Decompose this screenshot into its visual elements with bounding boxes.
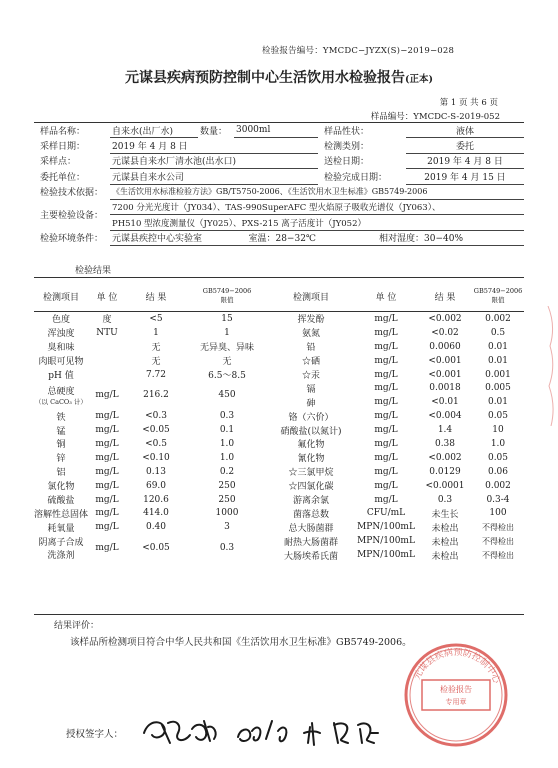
value-basis: 《生活饮用水标准检验方法》GB/T5750-2006、《生活饮用水卫生标准》GB5749-2006 — [110, 184, 524, 199]
cell-result-left: <0.10 — [142, 452, 170, 463]
cell-item-right: ☆汞 — [301, 371, 320, 381]
cell-unit-right: mg/L — [374, 313, 398, 324]
value-equipment-line2: PH510 型浓度测量仪（JY025）、PXS-215 离子活度计（JY052） — [110, 215, 524, 230]
title-suffix: (正本) — [405, 74, 433, 85]
cell-result-right: 1.4 — [437, 425, 453, 436]
cell-result-left: 0.13 — [145, 466, 167, 477]
table-row — [34, 534, 524, 548]
table-row — [34, 312, 524, 326]
cell-result-right: 0.0060 — [429, 341, 461, 352]
table-row — [34, 381, 524, 395]
label-sample-name: 样品名称： — [40, 126, 86, 137]
cell-limit-left: 250 — [218, 494, 236, 505]
cell-item-left: 锌 — [56, 454, 66, 465]
sample-number: 样品编号：YMCDC-S-2019-052 — [370, 112, 500, 122]
cell-limit-left: 15 — [221, 313, 233, 324]
cell-limit-left: 无 — [222, 357, 232, 368]
cell-item-left: 氯化物 — [47, 482, 75, 493]
cell-unit-left: mg/L — [95, 494, 119, 505]
cell-result-right: <0.02 — [431, 327, 459, 338]
cell-result-right: <0.002 — [428, 452, 462, 463]
signer-label: 授权签字人： — [66, 729, 124, 740]
cell-item-left: 铁 — [56, 412, 66, 423]
cell-item-right: 挥发酚 — [297, 315, 325, 326]
cell-limit-right: 0.5 — [490, 327, 506, 338]
cell-result-left: <5 — [149, 313, 163, 324]
cell-item-left: 浑浊度 — [47, 329, 75, 340]
cell-unit-right: MPN/100mL — [357, 536, 415, 547]
cell-limit-left: 0.1 — [219, 425, 235, 436]
value-sample-name: 自来水(出厂水) — [110, 123, 198, 138]
table-row — [34, 493, 524, 507]
cell-unit-left: NTU — [96, 327, 118, 338]
cell-limit-right: 0.01 — [487, 397, 509, 408]
cell-unit-right: mg/L — [374, 438, 398, 449]
cell-hardness-unit: mg/L — [95, 390, 119, 401]
cell-item-right: 氰化物 — [297, 454, 325, 465]
cell-unit-left — [88, 340, 126, 354]
cell-result-left: 69.0 — [145, 480, 167, 491]
cell-item-left: 色度 — [51, 315, 70, 326]
cell-limit-right: 0.005 — [485, 383, 511, 394]
cell-anion-item: 阴离子合成 洗涤剂 — [38, 538, 84, 562]
conclusion-label: 结果评价： — [54, 621, 100, 631]
header-result-right: 结 果 — [434, 292, 456, 303]
cell-result-right: <0.001 — [428, 355, 462, 366]
cell-limit-left: 无异臭、异味 — [199, 343, 254, 354]
cell-unit-left: mg/L — [95, 508, 119, 519]
cell-item-left: 耗氧量 — [47, 523, 75, 534]
cell-limit-left: 0.3 — [219, 411, 235, 422]
cell-item-right: 耐热大肠菌群 — [283, 537, 338, 548]
cell-result-right: <0.002 — [428, 313, 462, 324]
cell-limit-right: 0.06 — [487, 466, 509, 477]
cell-item-right: 游离余氯 — [292, 496, 329, 507]
cell-limit-left: 1.0 — [219, 438, 235, 449]
stamp-ring-text: 元谋县疾病预防控制中心 — [412, 647, 502, 685]
label-complete-date: 检验完成日期： — [324, 172, 388, 183]
table-row — [34, 451, 524, 465]
cell-item-right: 大肠埃希氏菌 — [283, 551, 338, 562]
cell-unit-left — [88, 368, 126, 382]
cell-result-left: <0.05 — [142, 425, 170, 436]
cell-item-left: 铜 — [56, 440, 66, 451]
cell-limit-right: 0.002 — [485, 480, 511, 491]
results-bottom-rule — [34, 614, 524, 615]
label-test-category: 检测类别： — [324, 142, 370, 153]
cell-item-right: 硝酸盐(以氮计) — [280, 426, 342, 437]
results-table — [34, 281, 524, 562]
cell-result-right: 未检出 — [431, 537, 459, 548]
sign-date: 2019 年 4 月 15 日 — [238, 733, 248, 734]
value-sample-nature: 液体 — [406, 123, 524, 138]
label-submit-date: 送检日期： — [324, 157, 370, 168]
cell-item-right: ☆硒 — [301, 357, 320, 368]
stamp-text-bottom: 专用章 — [445, 698, 467, 706]
cell-item-left: pH 值 — [48, 371, 74, 381]
value-sampling-site: 元谋县自来水厂清水池(出水口) — [110, 153, 318, 168]
cell-result-right: <0.004 — [428, 411, 462, 422]
cell-unit-left — [88, 354, 126, 368]
cell-limit-right: 不得检出 — [482, 550, 514, 560]
cell-limit-right: 0.01 — [487, 355, 509, 366]
cell-result-left: 7.72 — [145, 369, 167, 380]
cell-result-right: 未检出 — [431, 523, 459, 534]
cell-unit-right: MPN/100mL — [357, 522, 415, 533]
cell-limit-right: 不得检出 — [482, 522, 514, 532]
cell-result-left: <0.5 — [145, 438, 167, 449]
cell-limit-right: 0.002 — [485, 313, 511, 324]
cell-unit-left: mg/L — [95, 425, 119, 436]
cell-anion-result: <0.05 — [142, 543, 170, 554]
cell-hardness-result: 216.2 — [143, 390, 169, 401]
table-row — [34, 354, 524, 368]
label-quantity: 数量： — [200, 126, 228, 137]
cell-hardness-limit: 450 — [218, 390, 236, 401]
results-top-rule — [34, 277, 524, 278]
cell-limit-left: 250 — [218, 480, 236, 491]
cell-item-right: 菌落总数 — [292, 509, 329, 520]
label-sample-nature: 样品性状： — [324, 126, 370, 137]
cell-anion-limit: 0.3 — [219, 543, 235, 554]
cell-unit-right: mg/L — [374, 397, 398, 408]
table-row — [34, 437, 524, 451]
cell-limit-right: 0.05 — [487, 411, 509, 422]
cell-result-left: 1 — [153, 327, 159, 338]
cell-result-left: 414.0 — [143, 508, 169, 519]
cell-limit-right: 10 — [492, 425, 504, 436]
stamp-text-top: 检验报告 — [440, 685, 472, 694]
value-test-category: 委托 — [406, 138, 524, 153]
cell-result-right: <0.001 — [428, 369, 462, 380]
conclusion-text: 该样品所检测项目符合中华人民共和国《生活饮用水卫生标准》GB5749-2006。 — [70, 637, 412, 648]
table-row — [34, 506, 524, 520]
value-submit-date: 2019 年 4 月 8 日 — [406, 153, 524, 168]
cell-limit-right: 0.01 — [487, 341, 509, 352]
value-complete-date: 2019 年 4 月 15 日 — [406, 169, 524, 184]
cell-item-right: ☆三氯甲烷 — [288, 468, 334, 479]
cell-result-right: <0.0001 — [425, 480, 465, 491]
cell-limit-right: 0.001 — [485, 369, 511, 380]
cell-unit-left: mg/L — [95, 452, 119, 463]
cell-item-left: 溶解性总固体 — [34, 509, 89, 520]
value-env-temp: 室温：28−32℃ — [234, 230, 318, 245]
value-sampling-date: 2019 年 4 月 8 日 — [110, 138, 318, 153]
cell-result-left: <0.3 — [145, 411, 167, 422]
cell-unit-left: mg/L — [95, 466, 119, 477]
cell-limit-right: 0.3-4 — [486, 494, 510, 505]
handwritten-signature — [134, 703, 394, 757]
header-unit-left: 单 位 — [96, 292, 118, 303]
cell-unit-left: mg/L — [95, 411, 119, 422]
cell-unit-right: mg/L — [374, 383, 398, 394]
edge-stamp-mark — [546, 306, 558, 430]
table-row — [34, 479, 524, 493]
cell-limit-left: 6.5～8.5 — [208, 371, 246, 381]
sample-info-table — [34, 123, 524, 246]
cell-item-left: 硫酸盐 — [47, 496, 75, 507]
cell-limit-left: 1.0 — [219, 452, 235, 463]
cell-unit-left: mg/L — [95, 480, 119, 491]
cell-unit-right: mg/L — [374, 425, 398, 436]
cell-item-left: 铝 — [56, 468, 66, 479]
cell-unit-right: mg/L — [374, 480, 398, 491]
cell-unit-right: mg/L — [374, 327, 398, 338]
table-row — [34, 423, 524, 437]
cell-unit-right: mg/L — [374, 466, 398, 477]
cell-unit-right: mg/L — [374, 494, 398, 505]
label-client: 委托单位： — [40, 172, 86, 183]
cell-result-right: 未检出 — [431, 551, 459, 562]
cell-unit-left: mg/L — [95, 522, 119, 533]
cell-unit-left: 度 — [102, 315, 112, 326]
edge-mark-svg — [546, 306, 558, 426]
table-row — [34, 409, 524, 423]
cell-result-right: 0.0129 — [429, 466, 461, 477]
cell-limit-left: 1 — [224, 327, 230, 338]
cell-limit-right: 1.0 — [490, 438, 506, 449]
cell-result-right: 0.38 — [434, 438, 456, 449]
cell-limit-left: 3 — [224, 522, 230, 533]
cell-unit-right: mg/L — [374, 341, 398, 352]
value-equipment-line1: 7200 分光光度计（JY034）、TAS-990SuperAFC 型火焰原子吸收光谱仪（JY063）、 — [110, 199, 524, 214]
report-title: 元谋县疾病预防控制中心生活饮用水检验报告(正本) — [125, 70, 433, 86]
table-row — [34, 520, 524, 534]
label-basis: 检验技术依据： — [40, 188, 104, 199]
cell-unit-right: mg/L — [374, 369, 398, 380]
official-stamp — [396, 640, 516, 754]
label-equipment: 主要检验设备： — [40, 211, 104, 222]
cell-unit-right: mg/L — [374, 355, 398, 366]
cell-result-right: 0.0018 — [429, 383, 461, 394]
table-row — [34, 465, 524, 479]
cell-limit-left: 0.2 — [219, 466, 235, 477]
cell-hardness-item: 总硬度 （以 CaCO₃ 计） — [35, 387, 87, 407]
cell-unit-left: mg/L — [95, 438, 119, 449]
cell-item-right: 总大肠菌群 — [288, 523, 334, 534]
table-row — [34, 368, 524, 382]
cell-result-left: 无 — [151, 343, 161, 354]
header-item-right: 检测项目 — [292, 292, 329, 303]
header-std-left: GB5749−2006 限值 — [202, 287, 252, 304]
cell-item-right: 铅 — [306, 343, 316, 354]
header-result-left: 结 果 — [145, 292, 167, 303]
page-number: 第 1 页 共 6 页 — [439, 98, 498, 108]
cell-limit-right: 不得检出 — [482, 536, 514, 546]
cell-item-left: 锰 — [56, 426, 66, 437]
cell-item-left: 肉眼可见物 — [38, 357, 84, 368]
label-environment: 检验环境条件： — [40, 234, 104, 245]
label-sampling-date: 采样日期： — [40, 142, 86, 153]
cell-anion-unit: mg/L — [95, 543, 119, 554]
value-client: 元谋县自来水公司 — [110, 169, 318, 184]
cell-result-left: 无 — [151, 357, 161, 368]
header-std-right: GB5749−2006 限值 — [473, 287, 523, 304]
results-title: 检验结果 — [75, 266, 112, 276]
cell-limit-right: 0.05 — [487, 452, 509, 463]
value-quantity: 3000ml — [234, 123, 318, 138]
value-env-humidity: 相对湿度：30−40% — [318, 230, 524, 245]
table-row — [34, 340, 524, 354]
cell-item-right: 镉 — [306, 384, 316, 395]
table-row — [34, 326, 524, 340]
label-sampling-site: 采样点： — [40, 157, 77, 168]
cell-item-left: 臭和味 — [47, 343, 75, 354]
header-item-left: 检测项目 — [42, 292, 79, 303]
cell-unit-right: mg/L — [374, 452, 398, 463]
value-env-lab: 元谋县疾控中心实验室 — [110, 230, 234, 245]
cell-unit-right: CFU/mL — [366, 508, 406, 519]
header-unit-right: 单 位 — [375, 292, 397, 303]
signature-svg — [134, 703, 394, 753]
cell-result-right: <0.01 — [431, 397, 459, 408]
cell-item-right: 砷 — [306, 398, 316, 409]
cell-item-right: ☆四氯化碳 — [288, 482, 334, 493]
cell-item-right: 铬（六价） — [288, 412, 334, 423]
cell-unit-right: mg/L — [374, 411, 398, 422]
stamp-text: 检验报告专用章 — [456, 640, 463, 641]
report-code: 检验报告编号：YMCDC−JYZX(S)−2019−028 — [262, 46, 455, 56]
cell-result-left: 0.40 — [145, 522, 167, 533]
stamp-svg — [396, 640, 516, 750]
cell-limit-right: 100 — [489, 508, 507, 519]
cell-unit-right: MPN/100mL — [357, 550, 415, 561]
cell-result-left: 120.6 — [143, 494, 169, 505]
cell-result-right: 0.3 — [437, 494, 453, 505]
cell-result-right: 未生长 — [431, 509, 459, 520]
cell-item-right: 氟化物 — [297, 440, 325, 451]
cell-item-right: 氨氮 — [301, 329, 320, 340]
cell-limit-left: 1000 — [215, 508, 239, 519]
